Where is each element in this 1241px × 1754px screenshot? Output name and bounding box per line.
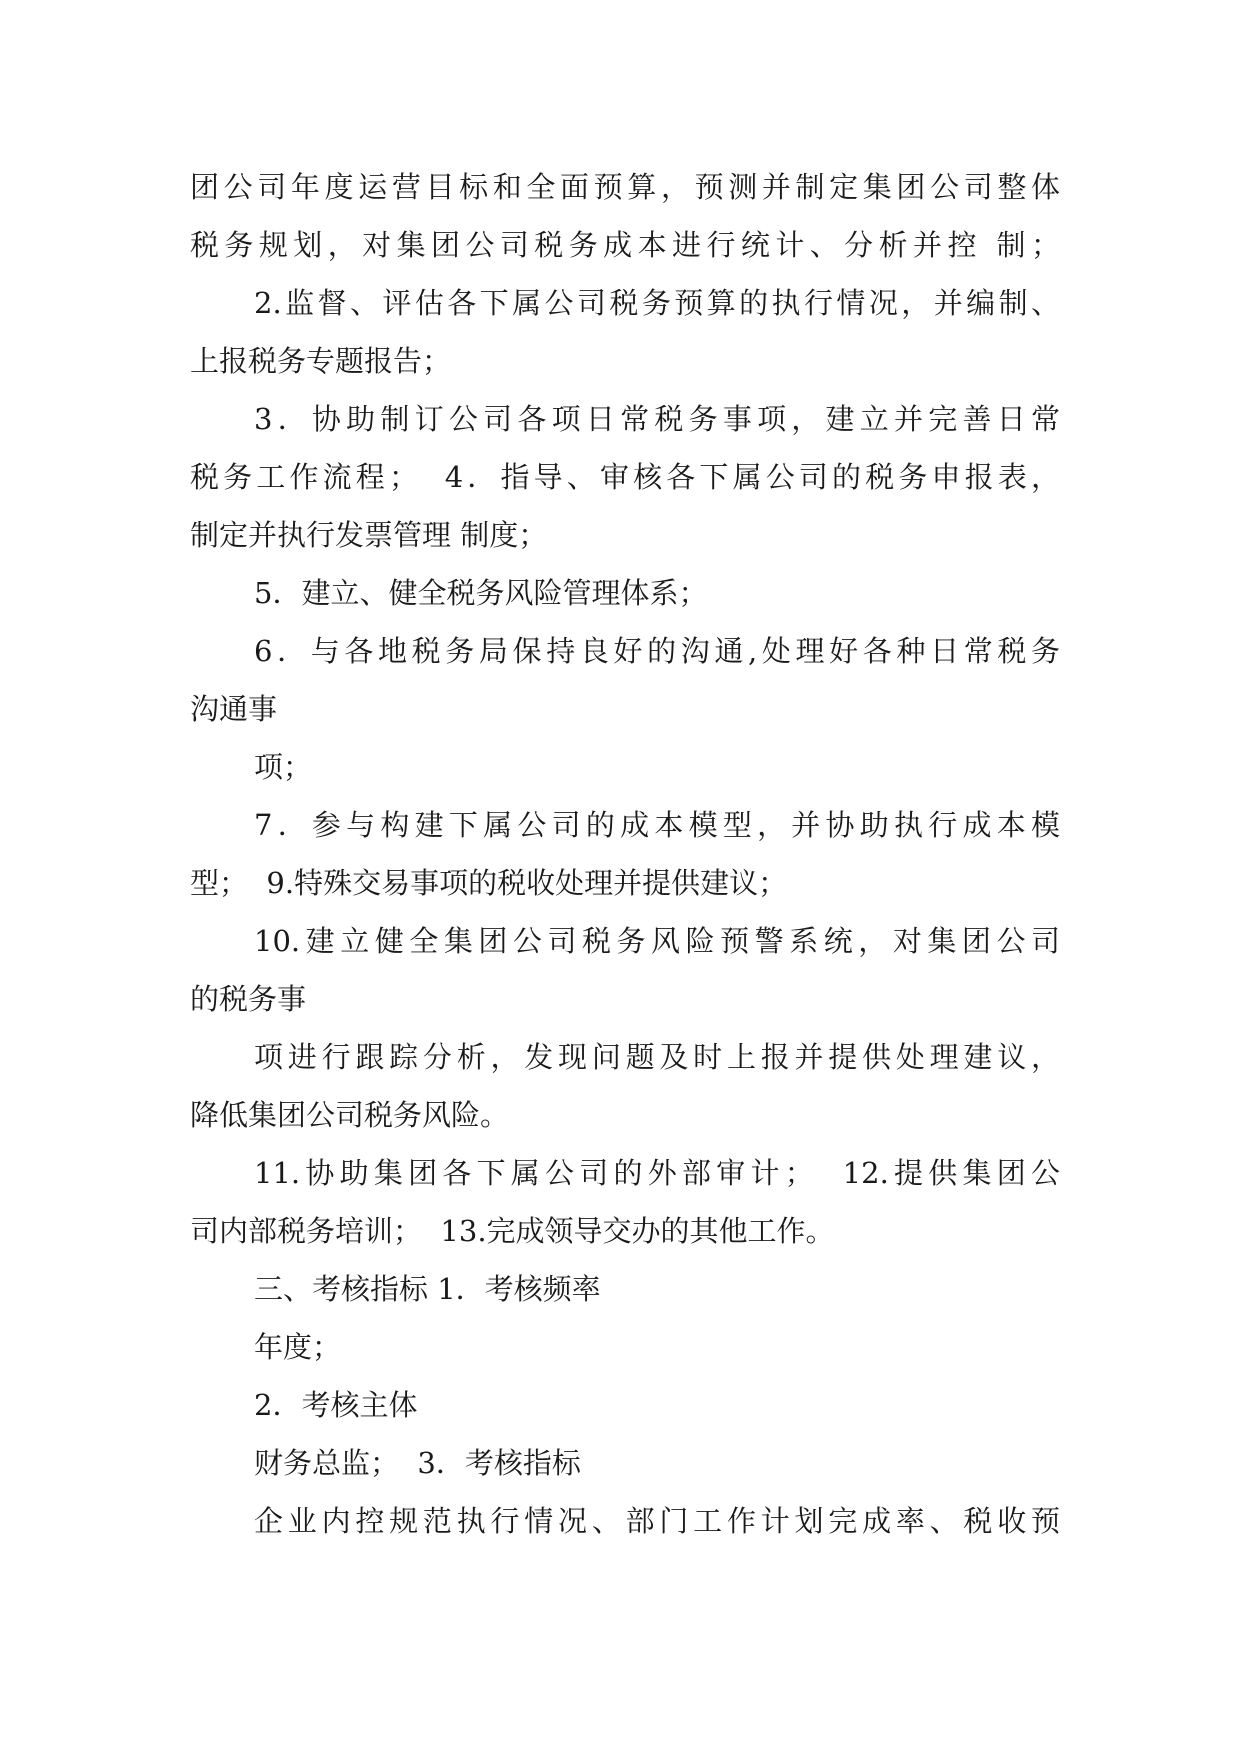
text-line: 6．与各地税务局保持良好的沟通,处理好各种日常税务: [254, 634, 1060, 668]
text-line: 制定并执行发票管理 制度；: [190, 518, 548, 552]
section-heading: 三、考核指标 1．考核频率: [254, 1272, 601, 1306]
text-line: 降低集团公司税务风险。: [190, 1098, 510, 1132]
text-line: 3．协助制订公司各项日常税务事项，建立并完善日常: [254, 402, 1060, 436]
text-line: 财务总监； 3．考核指标: [254, 1446, 581, 1480]
text-line: 税务规划，对集团公司税务成本进行统计、分析并控 制；: [190, 228, 1060, 262]
text-line: 10.建立健全集团公司税务风险预警系统，对集团公司: [254, 924, 1060, 958]
text-line: 5．建立、健全税务风险管理体系；: [254, 576, 708, 610]
text-line: 项；: [254, 750, 313, 784]
text-line: 司内部税务培训； 13.完成领导交办的其他工作。: [190, 1214, 835, 1248]
text-line: 税务工作流程； 4．指导、审核各下属公司的税务申报表，: [190, 460, 1060, 494]
text-line: 7．参与构建下属公司的成本模型，并协助执行成本模: [254, 808, 1060, 842]
text-line: 11.协助集团各下属公司的外部审计； 12.提供集团公: [254, 1156, 1060, 1190]
text-line: 沟通事: [190, 692, 278, 726]
text-line: 上报税务专题报告；: [190, 344, 452, 378]
document-body: [190, 158, 1060, 1550]
text-line: 2.监督、评估各下属公司税务预算的执行情况，并编制、: [254, 286, 1060, 320]
text-line: 型； 9.特殊交易事项的税收处理并提供建议；: [190, 866, 788, 900]
text-line: 年度；: [254, 1330, 342, 1364]
text-line: 项进行跟踪分析，发现问题及时上报并提供处理建议，: [254, 1040, 1060, 1074]
text-line: 2．考核主体: [254, 1388, 418, 1422]
text-line: 团公司年度运营目标和全面预算，预测并制定集团公司整体: [190, 170, 1060, 204]
text-line: 的税务事: [190, 982, 307, 1016]
text-line: 企业内控规范执行情况、部门工作计划完成率、税收预: [254, 1504, 1060, 1538]
